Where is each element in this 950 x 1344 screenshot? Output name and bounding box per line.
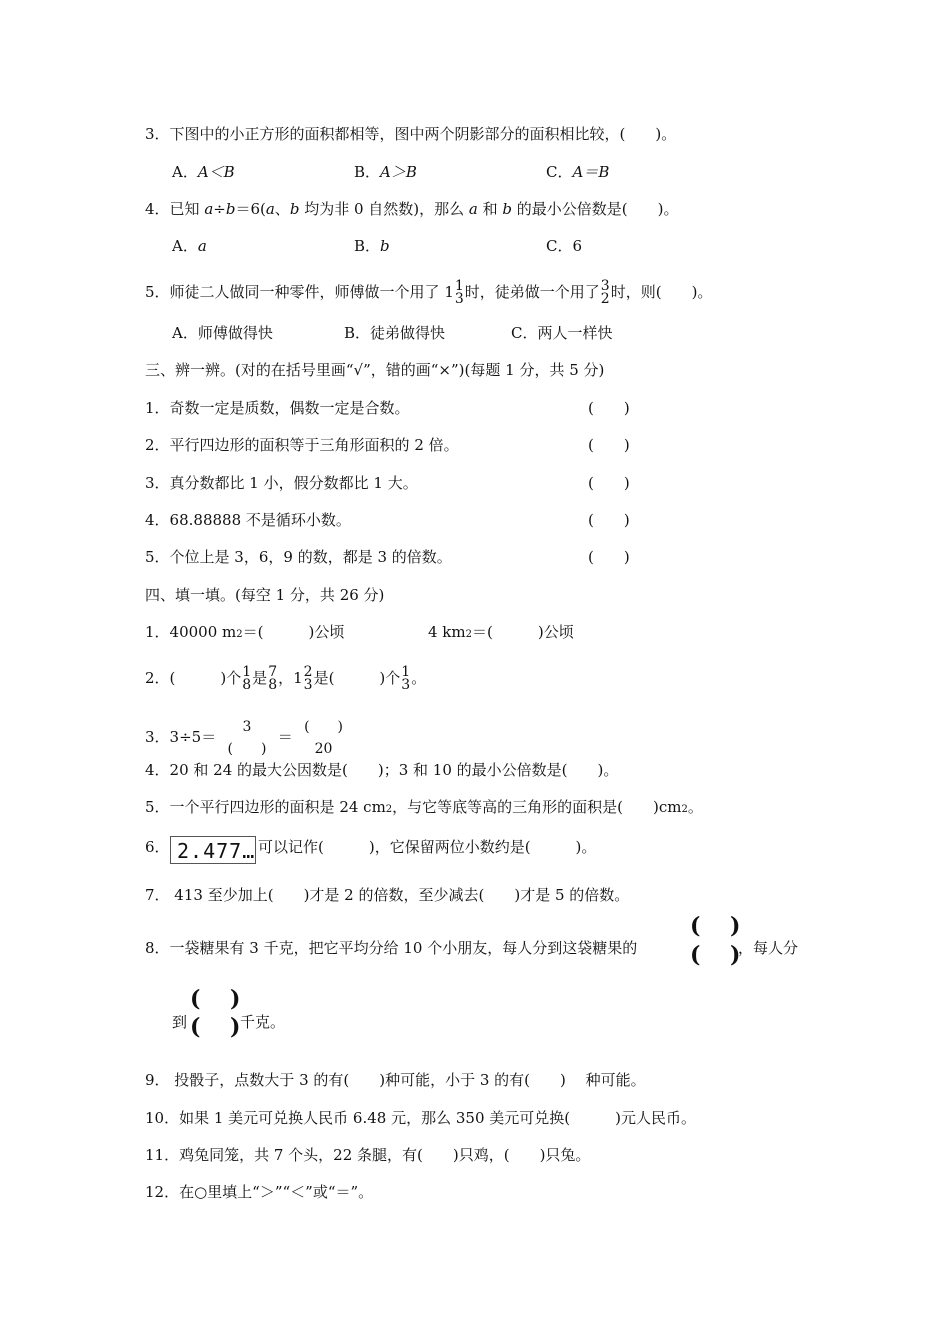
judge-paren-2: ( ) xyxy=(588,436,630,454)
fill-2 xyxy=(145,666,426,692)
fraction-paren-bottom-left: ( xyxy=(190,1014,201,1040)
question-4 xyxy=(145,199,678,219)
q4-part: 4．已知 xyxy=(145,200,205,218)
fill-8-line1-end: ，每人分 xyxy=(738,939,799,957)
fraction-paren-top-right: ) xyxy=(730,913,741,939)
q4-part: b xyxy=(289,200,300,218)
section-3-heading: 三、辨一辨。(对的在括号里画“√”，错的画“×”)(每题 1 分，共 5 分) xyxy=(145,361,605,379)
fraction xyxy=(268,666,277,692)
unit-exponent: 2 xyxy=(236,629,243,640)
fraction xyxy=(222,716,272,760)
numerator: 3 xyxy=(242,719,252,735)
fill-1b xyxy=(428,622,574,645)
q4-option-c: C．6 xyxy=(546,237,583,255)
fraction-paren-bottom-right: ) xyxy=(730,942,741,968)
judge-item-4: 4．68.88888 不是循环小数。 xyxy=(145,511,351,529)
q4-part: a xyxy=(265,200,275,218)
denominator: 2 xyxy=(600,291,610,307)
q3-option-a-text: A＜B xyxy=(197,163,235,181)
q4-part: 均为非 0 自然数)，那么 xyxy=(299,200,469,218)
question-3: 3．下图中的小正方形的面积都相等，图中两个阴影部分的面积相比较，( )。 xyxy=(145,125,677,143)
numerator: ( ) xyxy=(304,719,344,735)
denominator: 3 xyxy=(454,291,464,307)
fill-10: 10．如果 1 美元可兑换人民币 6.48 元，那么 350 美元可兑换( )元人民币。 xyxy=(145,1109,696,1127)
q4-part: 的最小公倍数是( )。 xyxy=(512,200,679,218)
judge-item-2: 2．平行四边形的面积等于三角形面积的 2 倍。 xyxy=(145,436,459,454)
fill-6-text: 可以记作( )，它保留两位小数约是( )。 xyxy=(258,838,597,856)
q3-option-c xyxy=(546,162,609,182)
q3-option-c-label: C． xyxy=(546,163,573,181)
q5-option-a: A．师傅做得快 xyxy=(172,324,273,342)
fill-11: 11．鸡兔同笼，共 7 个头，22 条腿，有( )只鸡，( )只兔。 xyxy=(145,1146,591,1164)
fill-text: 。 xyxy=(411,669,427,687)
q4-part: a xyxy=(468,200,478,218)
fraction xyxy=(455,280,464,306)
fill-text: 3．3÷5＝ xyxy=(145,728,217,746)
q3-option-b-label: B． xyxy=(354,163,381,181)
q5-option-b: B．徒弟做得快 xyxy=(344,324,446,342)
q4-part: ＝6( xyxy=(235,200,266,218)
denominator: ( ) xyxy=(227,741,267,757)
q4-option-b-label: B． xyxy=(354,237,381,255)
denominator: 3 xyxy=(303,677,313,693)
q3-option-b xyxy=(354,162,417,182)
equals-sign: ＝ xyxy=(277,728,293,746)
question-5 xyxy=(145,280,712,306)
fill-text: ＝( )公顷 xyxy=(472,623,574,641)
q4-option-a-text: a xyxy=(197,237,207,255)
denominator: 8 xyxy=(268,677,278,693)
numerator: 7 xyxy=(268,664,278,680)
numerator: 1 xyxy=(401,664,411,680)
unit-exponent: 2 xyxy=(385,804,393,815)
fraction xyxy=(601,280,610,306)
judge-paren-3: ( ) xyxy=(588,474,630,492)
fraction xyxy=(242,666,251,692)
fraction xyxy=(299,716,349,760)
judge-item-1: 1．奇数一定是质数，偶数一定是合数。 xyxy=(145,399,410,417)
q5-text: 时，徒弟做一个用了 xyxy=(464,283,600,301)
q4-option-a-label: A． xyxy=(172,237,198,255)
fill-12: 12．在○里填上“＞”“＜”或“＝”。 xyxy=(145,1183,374,1201)
q3-option-b-text: A＞B xyxy=(380,163,417,181)
fill-8-line1: 8．一袋糖果有 3 千克，把它平均分给 10 个小朋友，每人分到这袋糖果的 xyxy=(145,939,638,957)
fill-6-number: 6． xyxy=(145,838,170,856)
fraction-paren-top-left: ( xyxy=(690,913,701,939)
fraction-paren-top-right: ) xyxy=(230,986,241,1012)
fill-text: 是 xyxy=(252,669,268,687)
fraction xyxy=(401,666,410,692)
numerator: 2 xyxy=(303,664,313,680)
q5-option-c: C．两人一样快 xyxy=(511,324,613,342)
fraction-paren-bottom-left: ( xyxy=(690,942,701,968)
denominator: 8 xyxy=(242,677,252,693)
fill-text: 2．( )个 xyxy=(145,669,242,687)
judge-paren-4: ( ) xyxy=(588,511,630,529)
q4-part: b xyxy=(502,200,512,218)
q4-part: 和 xyxy=(477,200,503,218)
q3-option-a-label: A． xyxy=(172,163,198,181)
denominator: 3 xyxy=(401,677,411,693)
denominator: 20 xyxy=(314,741,333,757)
unit-exponent: 2 xyxy=(465,629,472,640)
fraction-paren-bottom-right: ) xyxy=(230,1014,241,1040)
fill-text: 5．一个平行四边形的面积是 24 cm xyxy=(145,798,386,816)
judge-paren-1: ( ) xyxy=(588,399,630,417)
q5-text: 5．师徒二人做同一种零件，师傅做一个用了 1 xyxy=(145,283,454,301)
fill-text: 。 xyxy=(687,798,703,816)
fill-text: 1．40000 m xyxy=(145,623,237,641)
fill-7: 7． 413 至少加上( )才是 2 的倍数，至少减去( )才是 5 的倍数。 xyxy=(145,886,630,904)
q3-option-c-text: A＝B xyxy=(572,163,610,181)
fill-8-line2-end: 千克。 xyxy=(240,1013,286,1031)
fill-1a xyxy=(145,622,344,645)
fill-text: 是( )个 xyxy=(313,669,401,687)
judge-item-5: 5．个位上是 3，6，9 的数，都是 3 的倍数。 xyxy=(145,548,452,566)
q4-part: 、 xyxy=(274,200,290,218)
q4-option-a xyxy=(172,236,207,256)
numerator: 1 xyxy=(242,664,252,680)
q5-text: 时，则( )。 xyxy=(610,283,713,301)
unit-exponent: 2 xyxy=(681,804,688,815)
numerator: 1 xyxy=(454,278,464,294)
fill-text: ＝( )公顷 xyxy=(242,623,345,641)
fill-text: 4 km xyxy=(428,623,466,641)
fill-text: ，1 xyxy=(278,669,303,687)
fraction xyxy=(304,666,313,692)
fill-4: 4．20 和 24 的最大公因数是( )；3 和 10 的最小公倍数是( )。 xyxy=(145,761,619,779)
decimal-image-box: 2.477… xyxy=(170,836,256,864)
section-4-heading: 四、填一填。(每空 1 分，共 26 分) xyxy=(145,586,385,604)
q3-option-a xyxy=(172,162,235,182)
judge-item-3: 3．真分数都比 1 小，假分数都比 1 大。 xyxy=(145,474,418,492)
q4-option-b xyxy=(354,236,390,256)
fill-3 xyxy=(145,716,350,760)
q4-part: a÷b xyxy=(204,200,236,218)
q4-option-b-text: b xyxy=(380,237,390,255)
judge-paren-5: ( ) xyxy=(588,548,630,566)
fill-5 xyxy=(145,797,703,820)
fill-9: 9． 投骰子，点数大于 3 的有( )种可能，小于 3 的有( ) 种可能。 xyxy=(145,1071,646,1089)
fraction-paren-top-left: ( xyxy=(190,986,201,1012)
fill-8-line2-start: 到 xyxy=(172,1013,188,1031)
fill-text: ，与它等底等高的三角形的面积是( )cm xyxy=(392,798,682,816)
numerator: 3 xyxy=(600,278,610,294)
